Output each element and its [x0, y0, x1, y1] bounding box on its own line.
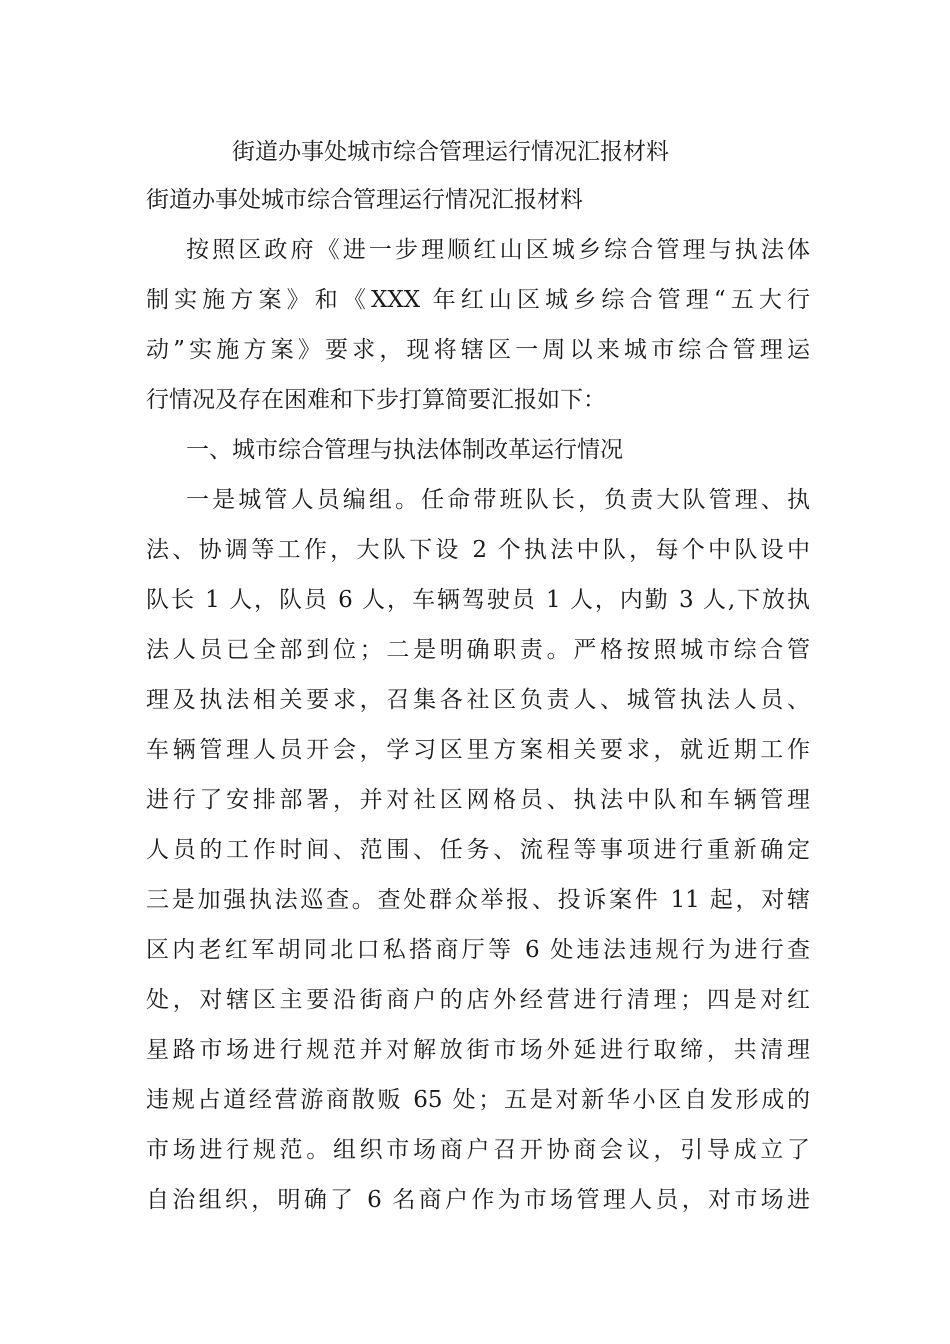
body-line: 星路市场进行规范并对解放街市场外延进行取缔，共清理	[146, 1037, 810, 1063]
section-heading: 一、城市综合管理与执法体制改革运行情况	[186, 437, 623, 463]
intro-line: 行情况及存在困难和下步打算简要汇报如下：	[146, 387, 606, 413]
body-line: 进行了安排部署，并对社区网格员、执法中队和车辆管理	[146, 787, 810, 813]
body-line: 市场进行规范。组织市场商户召开协商会议，引导成立了	[146, 1137, 810, 1163]
body-line: 法人员已全部到位；二是明确职责。严格按照城市综合管	[146, 637, 810, 663]
body-line: 一是城管人员编组。任命带班队长，负责大队管理、执	[186, 487, 810, 513]
intro-line: 按照区政府《进一步理顺红山区城乡综合管理与执法体	[186, 237, 810, 263]
body-line: 三是加强执法巡查。查处群众举报、投诉案件 11 起，对辖	[146, 887, 810, 913]
body-line: 处，对辖区主要沿街商户的店外经营进行清理；四是对红	[146, 987, 810, 1013]
body-line: 区内老红军胡同北口私搭商厅等 6 处违法违规行为进行查	[146, 937, 810, 963]
body-line: 法、协调等工作，大队下设 2 个执法中队，每个中队设中	[146, 537, 810, 563]
body-line: 自治组织，明确了 6 名商户作为市场管理人员，对市场进	[146, 1187, 810, 1213]
document-title: 街道办事处城市综合管理运行情况汇报材料	[232, 139, 669, 165]
body-line: 车辆管理人员开会，学习区里方案相关要求，就近期工作	[146, 737, 810, 763]
intro-line: 动”实施方案》要求，现将辖区一周以来城市综合管理运	[146, 337, 810, 363]
document-subtitle: 街道办事处城市综合管理运行情况汇报材料	[146, 187, 583, 213]
body-line: 人员的工作时间、范围、任务、流程等事项进行重新确定	[146, 837, 810, 863]
body-line: 队长 1 人，队员 6 人，车辆驾驶员 1 人，内勤 3 人,下放执	[146, 587, 810, 613]
body-line: 违规占道经营游商散贩 65 处；五是对新华小区自发形成的	[146, 1087, 810, 1113]
body-line: 理及执法相关要求，召集各社区负责人、城管执法人员、	[146, 687, 810, 713]
intro-line: 制实施方案》和《XXX 年红山区城乡综合管理“五大行	[146, 287, 810, 313]
